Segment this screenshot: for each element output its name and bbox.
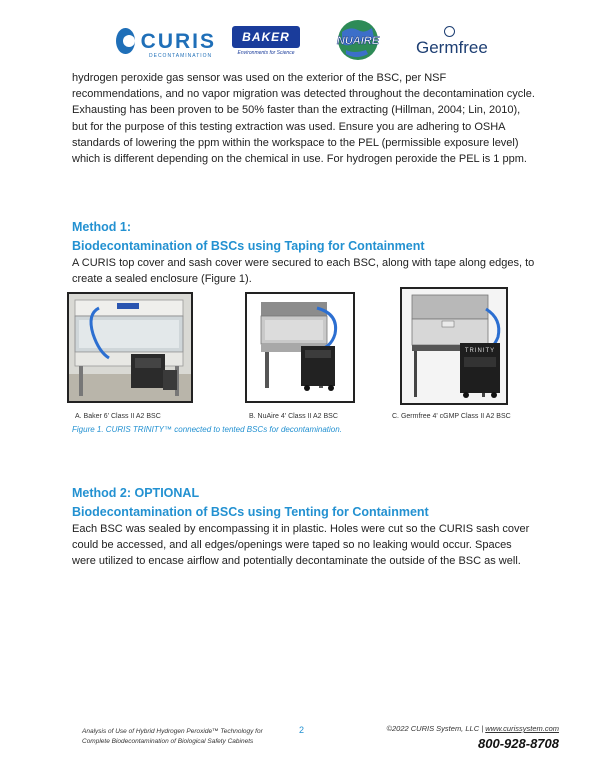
curis-logo-icon	[116, 28, 135, 54]
figure-1-caption: Figure 1. CURIS TRINITY™ connected to tented BSCs for decontamination.	[72, 425, 342, 434]
header-logos	[116, 18, 496, 64]
page-number: 2	[299, 725, 305, 735]
germfree-logo-icon	[444, 26, 455, 37]
baker-logo: BAKER	[232, 26, 300, 48]
method1-subtitle: Biodecontamination of BSCs using Taping for Containment	[72, 239, 425, 253]
nuaire-logo	[328, 18, 388, 62]
trinity-label: TRINITY	[464, 348, 496, 354]
curis-logo	[116, 26, 216, 59]
figure-c-germfree-bsc-photo	[400, 287, 508, 405]
website-link[interactable]: www.curissystem.com	[485, 724, 559, 733]
germfree-logo	[416, 24, 496, 58]
figure-b-caption: B. NuAire 4' Class II A2 BSC	[249, 413, 338, 420]
method1-paragraph: A CURIS top cover and sash cover were secured to each BSC, along with tape along edges, to create a sealed enclosure (Figure 1).	[72, 257, 535, 286]
method2-paragraph: Each BSC was sealed by encompassing it in plastic. Holes were cut so the CURIS sash cover could be accessed, and all edges/openings were taped so no leaking would occur. Spaces were utilized to encase airflow and potentially decontaminate the outside of the BSC as well.	[72, 523, 530, 568]
method2-title	[72, 485, 199, 501]
method1-title: Method 1:	[72, 220, 132, 234]
baker-logo-subtext: Environments for Science	[237, 50, 295, 56]
intro-paragraph: hydrogen peroxide gas sensor was used on the exterior of the BSC, per NSF recommendations, and no vapor migration was detected throughout the decontamination cycle. Exhausting has been proven to be 50% faster than the extracting (Hillman, 2004; Lin, 2010), but for the purpose of this testing extraction was used. Ensure you are adhering to OSHA standards of lowering the ppm within the workspace to the PEL (permissible exposure level) which is different depending on the chemical in use. For hydrogen peroxide the PEL is 1 ppm.	[72, 72, 535, 166]
footer-document-title	[82, 727, 263, 747]
phone-number: 800-928-8708	[478, 736, 559, 751]
method2-subtitle: Biodecontamination of BSCs using Tenting for Containment	[72, 505, 429, 519]
footer-copyright	[386, 724, 559, 733]
nuaire-logo-text: NUAIRE	[336, 35, 380, 47]
figure-b-nuaire-bsc-photo	[245, 292, 355, 403]
figure-a-baker-bsc-photo	[67, 292, 193, 403]
curis-logo-subtext: DECONTAMINATION	[149, 53, 213, 59]
curis-logo-text: CURIS	[140, 29, 216, 53]
germfree-logo-text: Germfree	[416, 38, 488, 57]
figure-a-caption: A. Baker 6' Class II A2 BSC	[75, 413, 161, 420]
copyright-text: ©2022 CURIS System, LLC |	[386, 724, 486, 733]
method2-title-text: Method 2:	[72, 486, 135, 500]
figure-c-caption: C. Germfree 4' cGMP Class II A2 BSC	[392, 413, 511, 420]
footer-title-line1: Analysis of Use of Hybrid Hydrogen Peroxide™ Technology for	[82, 728, 263, 735]
method2-optional-label: OPTIONAL	[134, 486, 200, 500]
footer-title-line2: Complete Biodecontamination of Biological Safety Cabinets	[82, 738, 254, 745]
